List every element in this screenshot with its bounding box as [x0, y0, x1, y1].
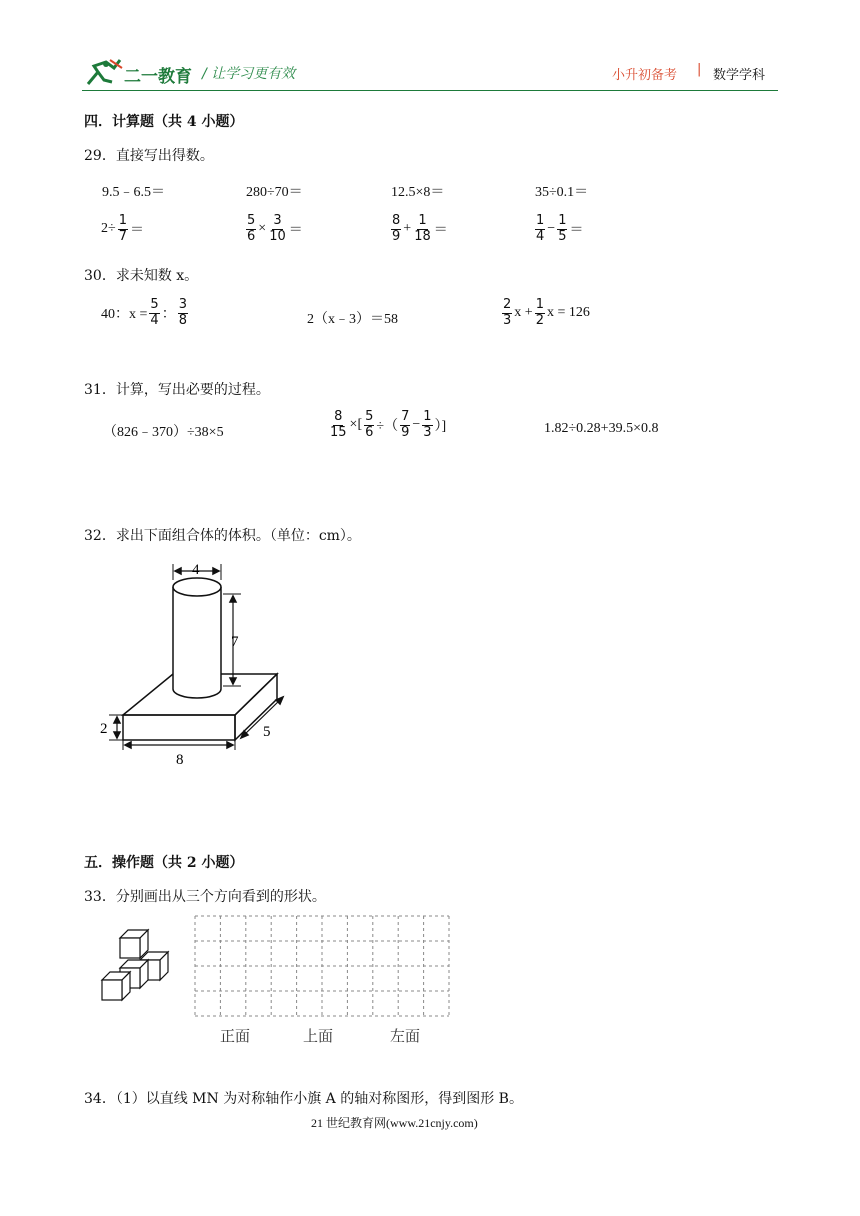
composite-solid-figure: [95, 558, 305, 773]
dim-label-base-width: 8: [176, 752, 184, 768]
eq1-pre: 40：x =: [101, 307, 148, 323]
fraction: [502, 298, 512, 329]
operator: −: [547, 221, 556, 237]
eq3-post: x = 126: [546, 305, 590, 321]
expr2-part-d: ）]: [434, 419, 447, 435]
header-separator: |: [697, 62, 702, 77]
fraction: [178, 298, 188, 329]
equals: ＝: [129, 223, 144, 239]
numerator: 1: [536, 213, 545, 228]
expr2-part-b: ÷（: [376, 419, 399, 435]
q29-item-4: 35÷0.1＝: [535, 185, 589, 200]
q29-item-8: [533, 214, 583, 245]
q29-item-7: [389, 214, 448, 245]
q29-item-5-pre: 2÷: [101, 221, 116, 237]
numerator: 1: [118, 213, 127, 228]
numerator: 5: [365, 409, 374, 424]
numerator: 3: [273, 213, 282, 228]
denominator: 7: [118, 228, 127, 244]
question-32-prompt: 32．求出下面组合体的体积。（单位：cm）。: [84, 528, 361, 544]
dim-label-top: 4: [192, 562, 200, 578]
expr2-part-a: ×[: [349, 417, 363, 433]
q29-item-5: [101, 214, 144, 245]
numerator: 2: [503, 297, 512, 312]
denominator: 6: [247, 228, 256, 244]
denominator: 4: [536, 228, 545, 244]
operator: +: [403, 221, 412, 237]
question-29-prompt: 29．直接写出得数。: [84, 148, 214, 164]
operator: ×: [258, 221, 267, 237]
fraction: [118, 214, 128, 245]
denominator: 10: [269, 228, 286, 244]
fraction: [535, 214, 545, 245]
numerator: 1: [418, 213, 427, 228]
q30-equation-3: [500, 298, 590, 329]
cylinder-top: [173, 578, 221, 596]
fraction: [535, 298, 545, 329]
fraction: [557, 214, 567, 245]
equals: ＝: [433, 223, 448, 239]
section-title: 五．操作题（共 2 小题）: [84, 855, 244, 871]
q31-expression-2: [327, 410, 446, 441]
caption-left-view: 左面: [390, 1027, 421, 1045]
expr2-part-c: −: [412, 417, 421, 433]
q29-item-3: 12.5×8＝: [391, 185, 445, 200]
slogan: / 让学习更有效: [202, 66, 296, 82]
caption-front-view: 正面: [220, 1027, 251, 1045]
q29-item-2: 280÷70＝: [246, 185, 303, 200]
fraction: [149, 298, 159, 329]
numerator: 7: [401, 409, 410, 424]
q31-expression-1: （826﹣370）÷38×5: [103, 425, 224, 440]
header-subject-left: 小升初备考: [612, 68, 678, 83]
numerator: 3: [178, 297, 187, 312]
fraction: [400, 410, 410, 441]
header-subject-right: 数学学科: [713, 68, 766, 83]
fraction: [364, 410, 374, 441]
denominator: 3: [503, 312, 512, 328]
equals: ＝: [569, 223, 584, 239]
q30-equation-2: 2（x﹣3）＝58: [307, 312, 398, 327]
numerator: 1: [423, 409, 432, 424]
question-30-prompt: 30．求未知数 x。: [84, 268, 199, 284]
numerator: 5: [150, 297, 159, 312]
denominator: 3: [423, 424, 432, 440]
base-front-face: [123, 715, 235, 740]
q30-equation-1: [101, 298, 190, 329]
denominator: 6: [365, 424, 374, 440]
eq3-mid: x +: [514, 305, 533, 321]
fraction: [391, 214, 401, 245]
numerator: 1: [535, 297, 544, 312]
fraction: [268, 214, 287, 245]
q29-item-1: 9.5﹣6.5＝: [102, 185, 165, 200]
logo-text: 二一教育: [124, 67, 192, 87]
question-34-prompt: 34．（1）以直线 MN 为对称轴作小旗 A 的轴对称图形，得到图形 B。: [84, 1091, 523, 1107]
fraction: [422, 410, 432, 441]
q31-expression-3: 1.82÷0.28+39.5×0.8: [544, 421, 659, 436]
ratio-colon: ：: [161, 307, 176, 323]
fraction: [246, 214, 256, 245]
dotted-drawing-grid: [193, 914, 451, 1018]
numerator: 5: [247, 213, 256, 228]
denominator: 9: [392, 228, 401, 244]
denominator: 4: [150, 312, 159, 328]
numerator: 8: [392, 213, 401, 228]
denominator: 9: [401, 424, 410, 440]
runner-logo-icon: [84, 58, 124, 88]
cylinder-body: [173, 587, 221, 698]
footer-text: 21 世纪教育网(www.21cnjy.com): [311, 1116, 478, 1130]
denominator: 2: [535, 312, 544, 328]
fraction: [329, 410, 348, 441]
cube-stack-figure: [98, 928, 176, 1006]
denominator: 5: [558, 228, 567, 244]
denominator: 8: [178, 312, 187, 328]
question-33-prompt: 33．分别画出从三个方向看到的形状。: [84, 889, 326, 905]
header-divider: [82, 90, 778, 91]
fraction: [413, 214, 432, 245]
denominator: 18: [414, 228, 431, 244]
numerator: 8: [334, 409, 343, 424]
caption-top-view: 上面: [303, 1027, 334, 1045]
dim-label-cylinder-height: 7: [231, 634, 239, 650]
denominator: 15: [330, 424, 347, 440]
question-31-prompt: 31．计算，写出必要的过程。: [84, 382, 270, 398]
dim-label-base-height: 2: [100, 721, 108, 737]
base-right-face: [235, 674, 277, 740]
q29-item-6: [244, 214, 303, 245]
dim-label-base-depth: 5: [263, 724, 271, 740]
section-title: 四．计算题（共 4 小题）: [84, 114, 244, 130]
equals: ＝: [288, 223, 303, 239]
numerator: 1: [558, 213, 567, 228]
